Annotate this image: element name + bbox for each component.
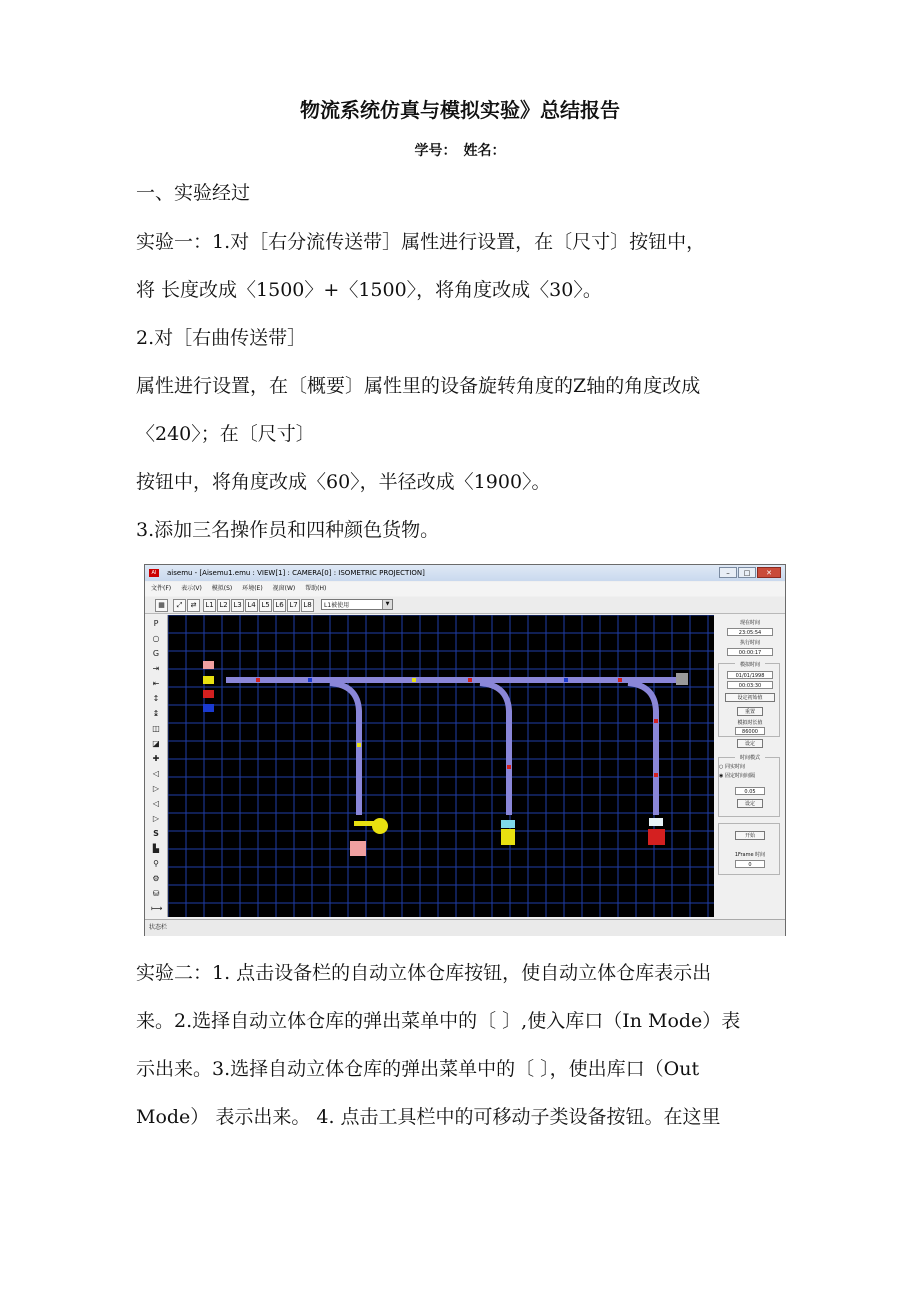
- belt-item: [357, 743, 361, 747]
- radio-fixed-interval[interactable]: ◉ 固定时间间隔: [719, 773, 755, 779]
- sim-time-label: 模拟时间: [735, 661, 765, 668]
- belt-item: [564, 678, 568, 682]
- grid-lines: [168, 615, 714, 917]
- belt-item: [507, 765, 511, 769]
- student-info: 学号： 姓名：: [414, 143, 506, 159]
- belt-item: [412, 678, 416, 682]
- sim-length-label: 模拟时长值: [737, 720, 763, 726]
- radio-realtime-label: 同实时间: [724, 764, 745, 770]
- layer-button-l2[interactable]: L2: [217, 599, 230, 612]
- layer-button-l7[interactable]: L7: [287, 599, 300, 612]
- operator-yellow: [354, 818, 388, 834]
- report-title: 物流系统仿真与模拟实验》总结报告: [300, 98, 620, 122]
- paragraph-line: 实验一：1.对［右分流传送带］属性进行设置，在〔尺寸〕按钮中，: [136, 231, 706, 253]
- menu-environment[interactable]: 环境(E): [242, 585, 263, 592]
- chevron-down-icon: ▼: [382, 600, 392, 609]
- exec-time-label: 执行时间: [739, 640, 760, 646]
- simulation-canvas: [168, 615, 714, 917]
- layer-button-l8[interactable]: L8: [301, 599, 314, 612]
- paragraph-line: 3.添加三名操作员和四种颜色货物。: [136, 519, 440, 541]
- frame-time-value: 0: [735, 860, 765, 868]
- radio-fixed-label: 固定时间间隔: [724, 773, 755, 779]
- conveyor-vertical-icon[interactable]: ↕: [152, 694, 160, 703]
- box-tool-2-icon[interactable]: ◪: [152, 739, 160, 748]
- close-button[interactable]: ✕: [757, 567, 781, 578]
- reset-button[interactable]: 重置: [737, 707, 763, 716]
- source-item-yellow: [203, 676, 214, 684]
- menu-file[interactable]: 文件(F): [151, 585, 172, 592]
- current-time-value: 23:05:54: [727, 628, 773, 636]
- operator-tool-icon[interactable]: ⚲: [153, 859, 159, 868]
- source-item-red: [203, 690, 214, 698]
- menu-window[interactable]: 视窗(W): [272, 585, 296, 592]
- time-mode-label: 时间模式: [735, 754, 765, 761]
- belt-item: [654, 773, 658, 777]
- conveyor-updown-icon[interactable]: ↨: [152, 709, 160, 718]
- interval-field[interactable]: 0.05: [735, 787, 765, 795]
- start-button[interactable]: 开始: [735, 831, 765, 840]
- operator-cyan: [501, 820, 515, 828]
- menu-simulate[interactable]: 模拟(S): [211, 585, 233, 592]
- paragraph-line: 将 长度改成〈1500〉+〈1500〉，将角度改成〈30〉。: [136, 279, 602, 301]
- frame-time-label: 1Frame 时间: [734, 852, 766, 858]
- menu-help[interactable]: 帮助(H): [305, 585, 327, 592]
- conveyor-right-icon[interactable]: ⇥: [152, 664, 160, 673]
- sim-length-set-button[interactable]: 设定: [737, 739, 763, 748]
- source-item-pink: [203, 661, 214, 669]
- layer-select-value: L1被使用: [324, 602, 350, 609]
- section-heading: 一、实验经过: [136, 182, 251, 204]
- simulation-screenshot: [144, 564, 786, 936]
- status-text: 状态栏: [149, 924, 168, 931]
- s-tool-icon[interactable]: S: [153, 829, 159, 838]
- simulation-viewport[interactable]: [168, 615, 714, 917]
- menu-bar: [145, 582, 785, 596]
- layer-button-l5[interactable]: L5: [259, 599, 272, 612]
- paragraph-line: 按钮中，将角度改成〈60〉，半径改成〈1900〉。: [136, 471, 551, 493]
- arrow-right-icon[interactable]: ▷: [152, 784, 160, 793]
- menu-view[interactable]: 表示(V): [181, 585, 202, 592]
- move-icon[interactable]: ⤢: [173, 599, 186, 612]
- sim-length-field[interactable]: 86000: [735, 727, 765, 735]
- layer-button-l4[interactable]: L4: [245, 599, 258, 612]
- circle-tool-icon[interactable]: ○: [152, 634, 160, 643]
- warehouse-tool-icon[interactable]: ▙: [152, 844, 160, 853]
- minimize-button[interactable]: –: [719, 567, 737, 578]
- paragraph-line: 属性进行设置，在〔概要〕属性里的设备旋转角度的Z轴的角度改成: [136, 375, 701, 397]
- cross-tool-icon[interactable]: ✚: [152, 754, 160, 763]
- pointer-tool-icon[interactable]: P: [153, 619, 159, 628]
- layer-button-l1[interactable]: L1: [203, 599, 216, 612]
- arrow-left-icon[interactable]: ◁: [152, 769, 160, 778]
- operator-white: [649, 818, 663, 826]
- paragraph-line: Mode） 表示出来。 4. 点击工具栏中的可移动子类设备按钮。在这里: [136, 1106, 721, 1128]
- app-icon: AI: [149, 569, 159, 577]
- generator-tool-icon[interactable]: G: [152, 649, 160, 658]
- sim-date-field[interactable]: 01/01/1998: [727, 671, 773, 679]
- equipment-toolbar: [145, 615, 168, 917]
- window-titlebar: [145, 565, 785, 581]
- paragraph-line: 示出来。3.选择自动立体仓库的弹出菜单中的〔 〕，使出库口（Out: [136, 1058, 700, 1080]
- toolbar: [145, 597, 785, 614]
- layer-select[interactable]: [321, 599, 393, 610]
- paragraph-line: 来。2.选择自动立体仓库的弹出菜单中的〔 〕,使入库口（In Mode）表: [136, 1010, 741, 1032]
- layer-button-l3[interactable]: L3: [231, 599, 244, 612]
- belt-item: [308, 678, 312, 682]
- paragraph-line: 2.对［右曲传送带］: [136, 327, 307, 349]
- sim-clock-field[interactable]: 00:03:30: [727, 681, 773, 689]
- arrow-right-2-icon[interactable]: ▷: [152, 814, 160, 823]
- conveyor-end-box: [676, 673, 688, 685]
- source-item-blue: [203, 704, 214, 712]
- current-time-label: 现在时间: [739, 620, 760, 626]
- grid-icon[interactable]: ▦: [155, 599, 168, 612]
- exec-time-value: 00:00:17: [727, 648, 773, 656]
- belt-item: [654, 719, 658, 723]
- status-bar: [145, 919, 785, 936]
- vehicle-tool-icon[interactable]: ⛁: [152, 889, 160, 898]
- maximize-button[interactable]: □: [738, 567, 756, 578]
- interval-set-button[interactable]: 设定: [737, 799, 763, 808]
- destination-red: [648, 829, 665, 845]
- destination-yellow: [501, 829, 515, 845]
- machine-tool-icon[interactable]: ⚙: [152, 874, 160, 883]
- path-tool-icon[interactable]: ⟼: [151, 904, 163, 913]
- destination-pink: [350, 841, 366, 856]
- arrow-left-2-icon[interactable]: ◁: [152, 799, 160, 808]
- swap-icon[interactable]: ⇄: [187, 599, 200, 612]
- control-panel: [715, 615, 785, 917]
- set-initial-button[interactable]: 设定初始值: [725, 693, 775, 702]
- paragraph-line: 实验二：1. 点击设备栏的自动立体仓库按钮，使自动立体仓库表示出: [136, 962, 712, 984]
- radio-realtime[interactable]: ○ 同实时间: [719, 764, 745, 770]
- layer-button-l6[interactable]: L6: [273, 599, 286, 612]
- belt-item: [256, 678, 260, 682]
- belt-item: [618, 678, 622, 682]
- belt-item: [468, 678, 472, 682]
- conveyor-left-icon[interactable]: ⇤: [152, 679, 160, 688]
- paragraph-line: 〈240〉；在〔尺寸〕: [136, 423, 315, 445]
- box-tool-icon[interactable]: ◫: [152, 724, 160, 733]
- window-title: aisemu - [Aisemu1.emu : VIEW[1] : CAMERA[0] : ISOMETRIC PROJECTION]: [167, 569, 425, 577]
